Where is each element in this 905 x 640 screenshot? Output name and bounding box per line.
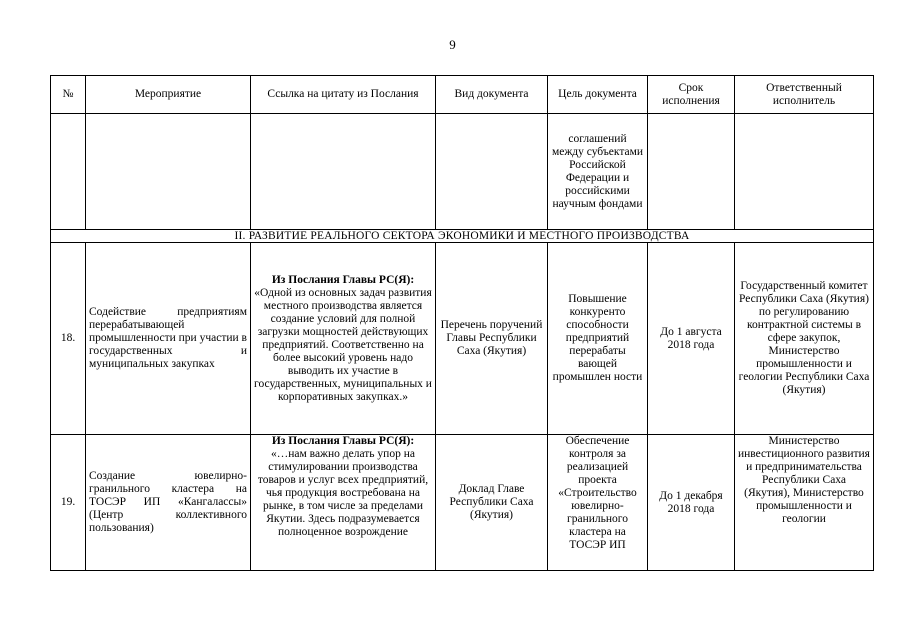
table-row bbox=[51, 243, 874, 435]
row-doc-goal bbox=[548, 435, 648, 571]
header-doc-type: Вид документа bbox=[436, 76, 548, 114]
row-doc-type: Перечень поручений Главы Республики Саха (Якутия) bbox=[436, 243, 548, 435]
header-responsible: Ответственный исполнитель bbox=[735, 76, 874, 114]
reference-title: Из Послания Главы РС(Я): bbox=[271, 435, 415, 447]
reference-text: «…нам важно делать упор на стимулировании производства товаров и услуг всех предприятий, чья продукция востребована на рынке, в том числе за пределами Якутии. Здесь подразумевается полноценное возрождение bbox=[257, 448, 429, 538]
row-reference bbox=[251, 435, 436, 571]
row-responsible: Государственный комитет Республики Саха (Якутия) по регулированию контрактной системы в сфере закупок, Министерство промышленности и геологии Республики Саха (Якутия) bbox=[735, 243, 874, 435]
header-event: Мероприятие bbox=[86, 76, 251, 114]
row-num: 19. bbox=[51, 435, 86, 571]
continuation-doc-goal: соглашений между субъектами Российской Федерации и российскими научным фондами bbox=[548, 114, 648, 230]
row-reference bbox=[251, 243, 436, 435]
row-event: Создание ювелирно-гранильного кластера на ТОСЭР ИП «Кангалассы» (Центр коллективного пользования) bbox=[86, 435, 251, 571]
row-responsible-text: Министерство инвестиционного развития и предпринимательства Республики Саха (Якутия), Министерство промышленности и геологии bbox=[738, 435, 870, 525]
header-num: № bbox=[51, 76, 86, 114]
row-responsible bbox=[735, 435, 874, 571]
reference-title: Из Послания Главы РС(Я): bbox=[271, 273, 415, 286]
table-row-continuation bbox=[51, 114, 874, 230]
header-doc-goal: Цель документа bbox=[548, 76, 648, 114]
row-event: Содействие предприятиям перерабатывающей промышленности при участии в государственных и муниципальных закупках bbox=[86, 243, 251, 435]
row-doc-goal-text: Обеспечение контроля за реализацией проекта «Строительство ювелирно-гранильного кластера на ТОСЭР ИП bbox=[558, 435, 637, 551]
reference-text: «Одной из основных задач развития местного производства является создание условий для полной загрузки мощностей действующих предприятий. Соответственно на более высокий уровень надо выводить их участие в государственных, муниципальных и корпоративных закупках.» bbox=[254, 286, 432, 403]
row-deadline: До 1 августа 2018 года bbox=[648, 243, 735, 435]
section-row bbox=[51, 230, 874, 243]
header-reference: Ссылка на цитату из Послания bbox=[251, 76, 436, 114]
section-title: II. РАЗВИТИЕ РЕАЛЬНОГО СЕКТОРА ЭКОНОМИКИ И МЕСТНОГО ПРОИЗВОДСТВА bbox=[51, 230, 874, 243]
table-row bbox=[51, 435, 874, 571]
table-header-row bbox=[51, 76, 874, 114]
page-number: 9 bbox=[449, 37, 456, 52]
row-deadline: До 1 декабря 2018 года bbox=[648, 435, 735, 571]
measures-table bbox=[50, 75, 874, 571]
row-doc-type: Доклад Главе Республики Саха (Якутия) bbox=[436, 435, 548, 571]
row-doc-goal: Повышение конкуренто способности предприятий перерабаты вающей промышлен ности bbox=[548, 243, 648, 435]
header-deadline: Срок исполнения bbox=[648, 76, 735, 114]
row-num: 18. bbox=[51, 243, 86, 435]
